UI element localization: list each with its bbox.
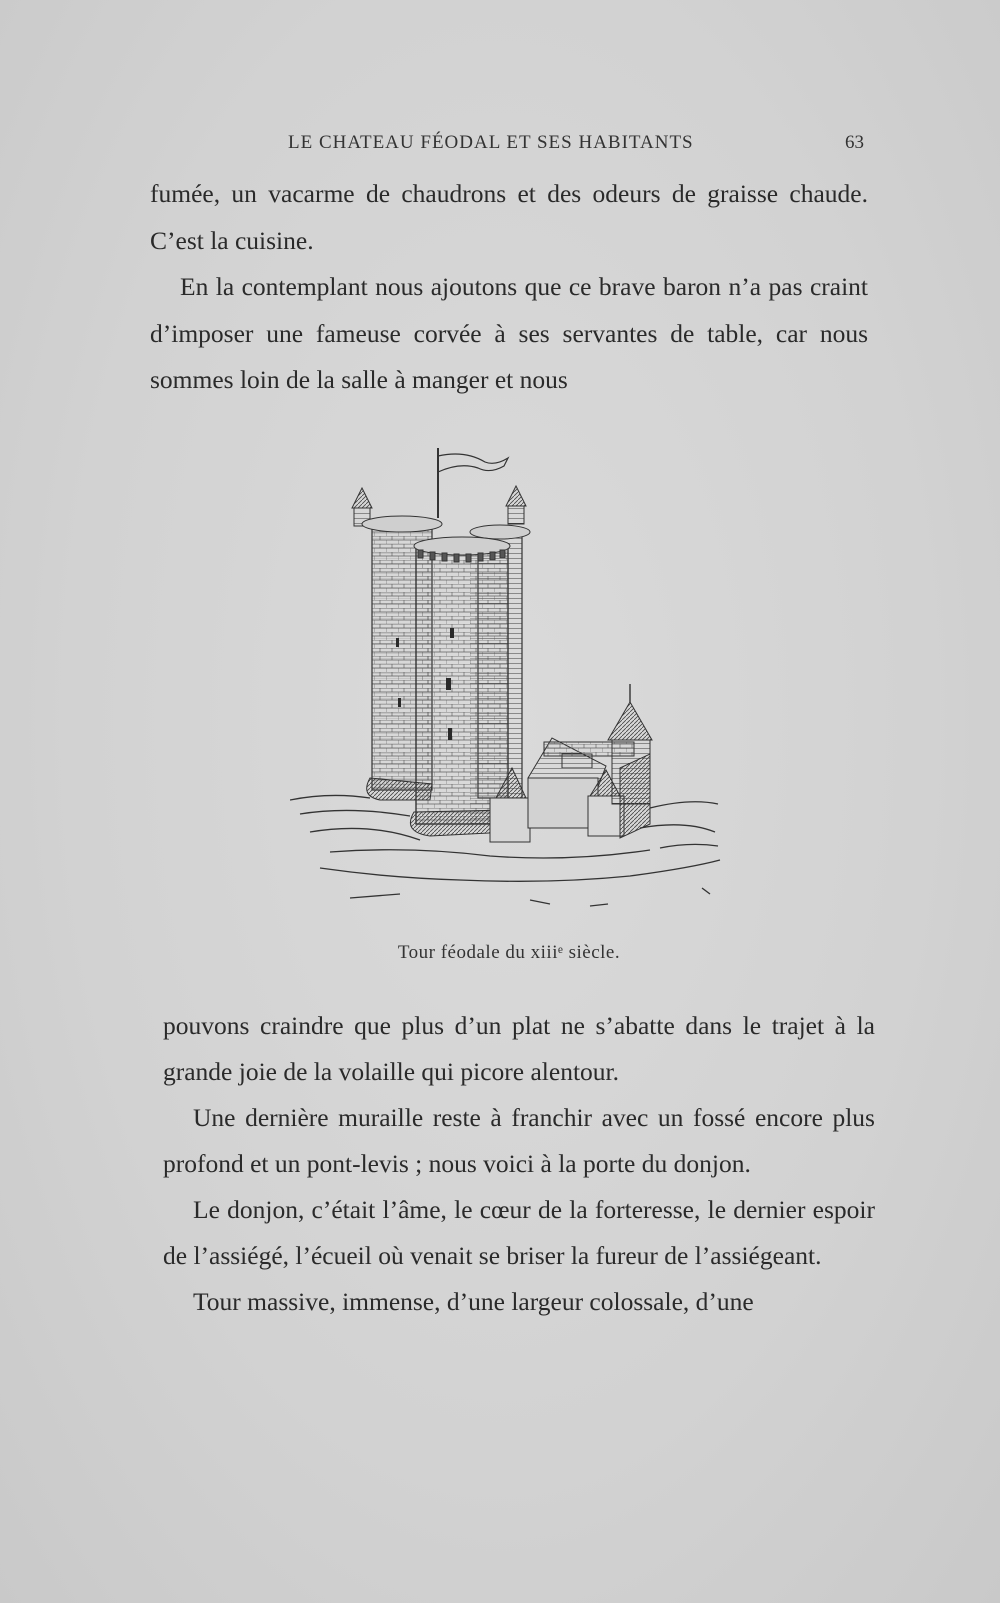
- figure-caption: Tour féodale du xiiiᵉ siècle.: [397, 942, 621, 963]
- paragraph: Le donjon, c’était l’âme, le cœur de la forteresse, le dernier espoir de l’assiégé, l’écueil où venait se briser la fureur de l’assiégeant.: [163, 1195, 875, 1270]
- running-title: LE CHATEAU FÉODAL ET SES HABITANTS: [288, 132, 694, 153]
- text-block-bottom: [163, 1003, 875, 1325]
- text-block-top: [150, 171, 868, 404]
- paragraph: Tour massive, immense, d’une largeur colossale, d’une: [193, 1287, 754, 1316]
- paragraph: En la contemplant nous ajoutons que ce brave baron n’a pas craint d’imposer une fameuse corvée à ses servantes de table, car nous sommes loin de la salle à manger et nous: [150, 272, 868, 394]
- paragraph: Une dernière muraille reste à franchir avec un fossé encore plus profond et un pont-levis ; nous voici à la porte du donjon.: [163, 1103, 875, 1178]
- paragraph: fumée, un vacarme de chaudrons et des odeurs de graisse chaude. C’est la cuisine.: [150, 179, 868, 255]
- paragraph: pouvons craindre que plus d’un plat ne s’abatte dans le trajet à la grande joie de la volaille qui picore alentour.: [163, 1011, 875, 1086]
- running-header: [150, 128, 870, 158]
- tower-illustration: [290, 448, 740, 928]
- page-number: 63: [845, 132, 864, 153]
